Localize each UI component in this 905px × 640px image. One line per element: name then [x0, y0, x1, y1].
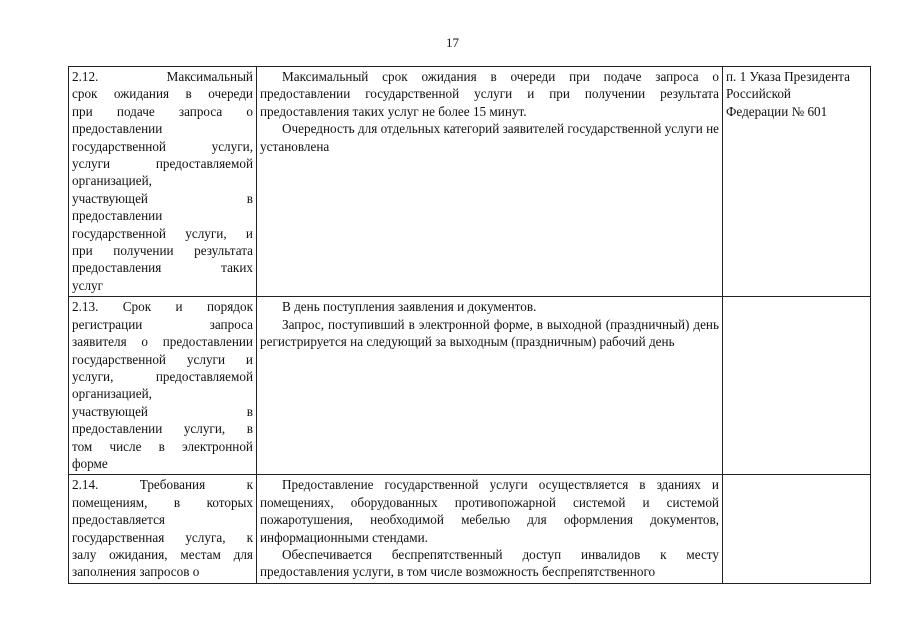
requirement-name-line: форме: [72, 455, 108, 471]
requirement-name-line: организацией,: [72, 173, 152, 189]
requirement-content-cell: [257, 297, 723, 475]
requirement-name-line: услуги, предоставляемой: [72, 368, 253, 384]
requirement-paragraph: Обеспечивается беспрепятственный доступ инвалидов к месту предоставления услуги, в том числе возможность беспрепятственного: [260, 546, 719, 580]
requirement-paragraph: Предоставление государственной услуги осуществляется в зданиях и помещениях, оборудованных противопожарной системой и системой пожаротушения, необходимой мебелью для оформления документов, информационными стендами.: [260, 477, 719, 545]
table-row: [69, 297, 871, 475]
requirement-paragraph: Максимальный срок ожидания в очереди при подаче запроса о предоставлении государственной услуги и при получении результата предоставления таких услуг не более 15 минут.: [260, 69, 719, 119]
requirement-name-line: помещениям, в которых: [72, 494, 253, 510]
requirement-name-line: предоставлении: [72, 208, 163, 224]
requirement-name-line: заполнения запросов о: [72, 564, 200, 580]
requirement-name-line: предоставляется: [72, 512, 165, 528]
requirement-name-line: услуги предоставляемой: [72, 156, 253, 172]
legal-basis-cell: [723, 67, 871, 297]
legal-basis-cell: [723, 297, 871, 475]
requirement-name-line: 2.12. Максимальный: [72, 69, 253, 84]
requirement-name-line: предоставлении: [72, 121, 163, 137]
legal-basis-line: п. 1 Указа Президента: [726, 69, 850, 84]
requirement-name-line: услуг: [72, 277, 104, 293]
legal-basis-cell: [723, 475, 871, 583]
requirement-content-cell: [257, 67, 723, 297]
requirement-name-line: государственной услуги,: [72, 138, 253, 154]
requirement-paragraph: В день поступления заявления и документов.: [282, 299, 537, 315]
requirement-name-line: том числе в электронной: [72, 438, 253, 454]
table-row: [69, 475, 871, 583]
requirement-paragraph: Очередность для отдельных категорий заявителей государственной услуги не установлена: [260, 121, 719, 154]
requirement-name-line: предоставлении услуги, в: [72, 421, 253, 437]
requirement-name-line: 2.14. Требования к: [72, 477, 253, 493]
requirement-paragraph: Запрос, поступивший в электронной форме, в выходной (праздничный) день регистрируется на следующий за выходным (праздничным) рабочий день: [260, 316, 719, 350]
requirement-name-line: государственной услуги и: [72, 351, 253, 367]
requirement-name-line: государственная услуга, к: [72, 529, 253, 545]
requirement-name-line: залу ожидания, местам для: [72, 546, 253, 562]
requirement-content-cell: [257, 475, 723, 583]
requirement-name-line: организацией,: [72, 386, 152, 402]
requirement-name-line: заявителя о предоставлении: [72, 334, 253, 350]
requirement-name-line: регистрации запроса: [72, 316, 253, 332]
requirement-name-cell: [69, 67, 257, 297]
requirements-table: [68, 66, 871, 584]
table-row: [69, 67, 871, 297]
requirement-name-line: предоставления таких: [72, 260, 253, 276]
requirement-name-line: 2.13. Срок и порядок: [72, 299, 253, 315]
requirement-name-line: срок ожидания в очереди: [72, 86, 253, 102]
requirement-name-line: государственной услуги, и: [72, 225, 253, 241]
page-number: 17: [446, 35, 459, 50]
legal-basis-line: Федерации № 601: [726, 103, 828, 119]
requirement-name-cell: [69, 475, 257, 583]
requirement-name-line: при получении результата: [72, 243, 253, 259]
requirement-name-cell: [69, 297, 257, 475]
requirement-name-line: участвующей в: [72, 190, 253, 206]
requirement-name-line: при подаче запроса о: [72, 103, 253, 119]
legal-basis-line: Российской: [726, 86, 791, 102]
requirement-name-line: участвующей в: [72, 403, 253, 419]
